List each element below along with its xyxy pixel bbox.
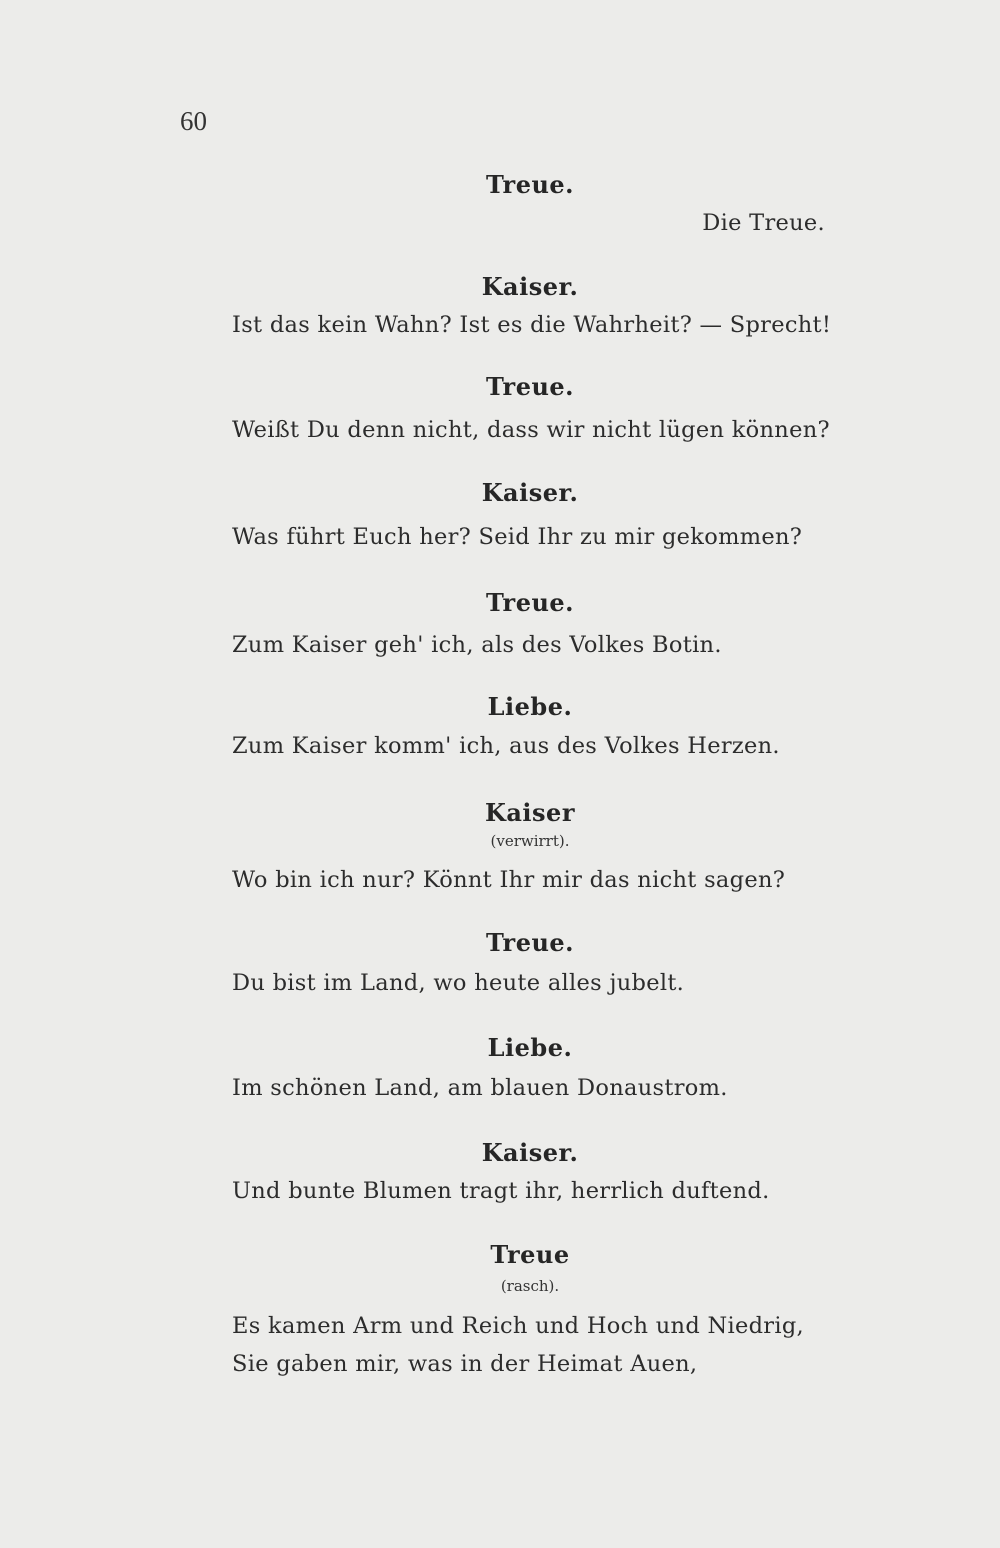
speaker-name: Treue. [485, 928, 575, 957]
verse-line: Zum Kaiser komm' ich, aus des Volkes Herzen. [232, 733, 780, 759]
speaker-name: Kaiser. [481, 478, 579, 507]
speaker-name: Kaiser. [481, 1138, 579, 1167]
verse-line: Die Treue. [702, 210, 825, 236]
speaker-name: Kaiser [485, 798, 575, 827]
verse-line: Wo bin ich nur? Könnt Ihr mir das nicht sagen? [232, 867, 786, 893]
verse-line: Sie gaben mir, was in der Heimat Auen, [232, 1351, 698, 1377]
verse-line: Weißt Du denn nicht, dass wir nicht lügen können? [232, 417, 830, 443]
verse-line: Und bunte Blumen tragt ihr, herrlich duftend. [232, 1178, 770, 1204]
verse-line: Du bist im Land, wo heute alles jubelt. [232, 970, 685, 996]
verse-line: Was führt Euch her? Seid Ihr zu mir gekommen? [232, 524, 803, 550]
verse-line: Zum Kaiser geh' ich, als des Volkes Botin. [232, 632, 722, 658]
speaker-name: Treue. [485, 170, 575, 199]
speaker-name: Treue. [485, 588, 575, 617]
speaker-name: Liebe. [487, 1033, 573, 1062]
speaker-name: Liebe. [487, 692, 573, 721]
verse-line: Ist das kein Wahn? Ist es die Wahrheit? — Sprecht! [232, 312, 832, 338]
speaker-name: Kaiser. [481, 272, 579, 301]
verse-line: Es kamen Arm und Reich und Hoch und Niedrig, [232, 1313, 804, 1339]
speaker-name: Treue [490, 1240, 570, 1269]
speaker-name: Treue. [485, 372, 575, 401]
page-number: 60 [180, 106, 207, 136]
stage-direction: (verwirrt). [490, 832, 570, 850]
verse-line: Im schönen Land, am blauen Donaustrom. [232, 1075, 728, 1101]
stage-direction: (rasch). [500, 1277, 560, 1295]
